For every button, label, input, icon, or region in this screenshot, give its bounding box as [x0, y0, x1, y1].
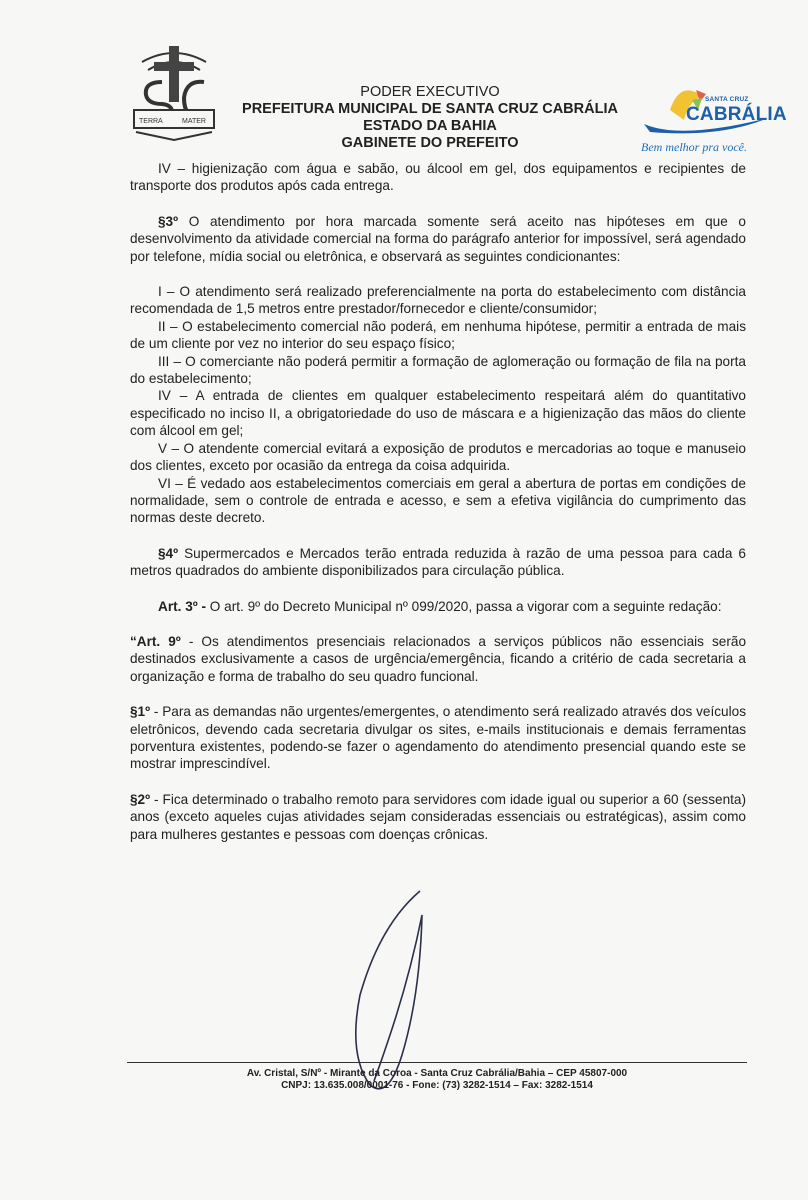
footer-divider — [127, 1062, 747, 1063]
header-line-1: PODER EXECUTIVO — [360, 84, 500, 100]
logo-wordmark: CABRÁLIA — [686, 104, 787, 125]
article-3 — [130, 598, 746, 615]
paragraph-4 — [130, 545, 746, 580]
item-i: I – O atendimento será realizado preferencialmente na porta do estabelecimento com distância recomendada de 1,5 metros entre prestador/fornecedor e cliente/consumidor; — [130, 284, 746, 317]
paragraph-4-text: Supermercados e Mercados terão entrada reduzida à razão de uma pessoa para cada 6 metros quadrados do ambiente disponibilizados para circulação pública. — [130, 545, 746, 579]
municipal-crest-logo — [132, 40, 216, 144]
paragraph-iv-hygiene: IV – higienização com água e sabão, ou álcool em gel, dos equipamentos e recipientes de transporte dos produtos após cada entrega. — [130, 161, 746, 194]
footer-contact: CNPJ: 13.635.008/0001-76 - Fone: (73) 3282-1514 – Fax: 3282-1514 — [281, 1080, 593, 1091]
paragraph-3-lead: §3º — [158, 213, 179, 229]
letterhead — [230, 84, 630, 152]
article-3-lead: Art. 3º - — [158, 598, 207, 614]
logo-tagline: Bem melhor pra você. — [641, 140, 747, 154]
item-iv: IV – A entrada de clientes em qualquer estabelecimento respeitará além do quantitativo especificado no inciso II, a obrigatoriedade do uso de máscara e a higienização das mãos do cliente com álcool em gel; — [130, 388, 746, 439]
article-9-text: - Os atendimentos presenciais relacionados a serviços públicos não essenciais serão destinados exclusivamente a casos de urgência/emergência, ficando a critério de cada secretaria a organização e forma de trabalho do seu quadro funcional. — [130, 633, 747, 684]
header-line-4: GABINETE DO PREFEITO — [341, 135, 519, 151]
footer — [127, 1068, 747, 1092]
paragraph-3-text: O atendimento por hora marcada somente será aceito nas hipóteses em que o desenvolvimento da atividade comercial na forma do parágrafo anterior for impossível, será agendado por telefone, mídia social ou eletrônica, e observará as seguintes condicionantes: — [130, 213, 746, 264]
quote-paragraph-2-lead: §2º — [130, 791, 151, 807]
quote-paragraph-1-text: - Para as demandas não urgentes/emergentes, o atendimento será realizado através dos veículos eletrônicos, devendo cada secretaria divulgar os sites, e-mails institucionais e demais ferramentas porventura existentes, podendo-se fazer o agendamento do atendimento presencial quando este se mostrar imprescindível. — [130, 704, 746, 772]
item-v: V – O atendente comercial evitará a exposição de produtos e mercadorias ao toque e manuseio dos clientes, exceto por ocasião da entrega da coisa adquirida. — [130, 440, 746, 474]
header-line-2: PREFEITURA MUNICIPAL DE SANTA CRUZ CABRÁLIA — [242, 101, 618, 117]
article-9-lead: “Art. 9º — [130, 633, 181, 649]
article-3-text: O art. 9º do Decreto Municipal nº 099/2020, passa a vigorar com a seguinte redação: — [206, 598, 722, 614]
svg-text:TERRA: TERRA — [139, 118, 163, 125]
quote-paragraph-2-text: - Fica determinado o trabalho remoto para servidores com idade igual ou superior a 60 (sessenta) anos (exceto aqueles cujas atividades sejam consideradas essenciais ou estratégicas), assim como para mulheres gestantes e pessoas com doenças crônicas. — [130, 791, 746, 842]
quote-paragraph-1-lead: §1º — [130, 704, 151, 720]
svg-text:MATER: MATER — [182, 118, 206, 125]
article-9-quote — [130, 633, 746, 685]
quote-paragraph-1 — [130, 703, 746, 773]
paragraph-4-lead: §4º — [158, 545, 179, 561]
item-vi: VI – É vedado aos estabelecimentos comerciais em geral a abertura de portas em condições de normalidade, sem o controle de entrada e acesso, e sem a efetiva vigilância do cumprimento das normas deste decreto. — [130, 475, 746, 526]
item-ii: II – O estabelecimento comercial não poderá, em nenhuma hipótese, permitir a entrada de mais de um cliente por vez no interior do seu espaço físico; — [130, 318, 746, 352]
paragraph-3 — [130, 213, 746, 265]
quote-paragraph-2 — [130, 791, 746, 843]
logo-small-text: SANTA CRUZ — [705, 96, 749, 103]
item-iii: III – O comerciante não poderá permitir a formação de aglomeração ou formação de fila na porta do estabelecimento; — [130, 353, 746, 387]
header-line-3: ESTADO DA BAHIA — [363, 118, 497, 134]
decree-body — [130, 160, 746, 843]
footer-address: Av. Cristal, S/Nº - Mirante da Coroa - Santa Cruz Cabrália/Bahia – CEP 45807-000 — [246, 1068, 628, 1079]
